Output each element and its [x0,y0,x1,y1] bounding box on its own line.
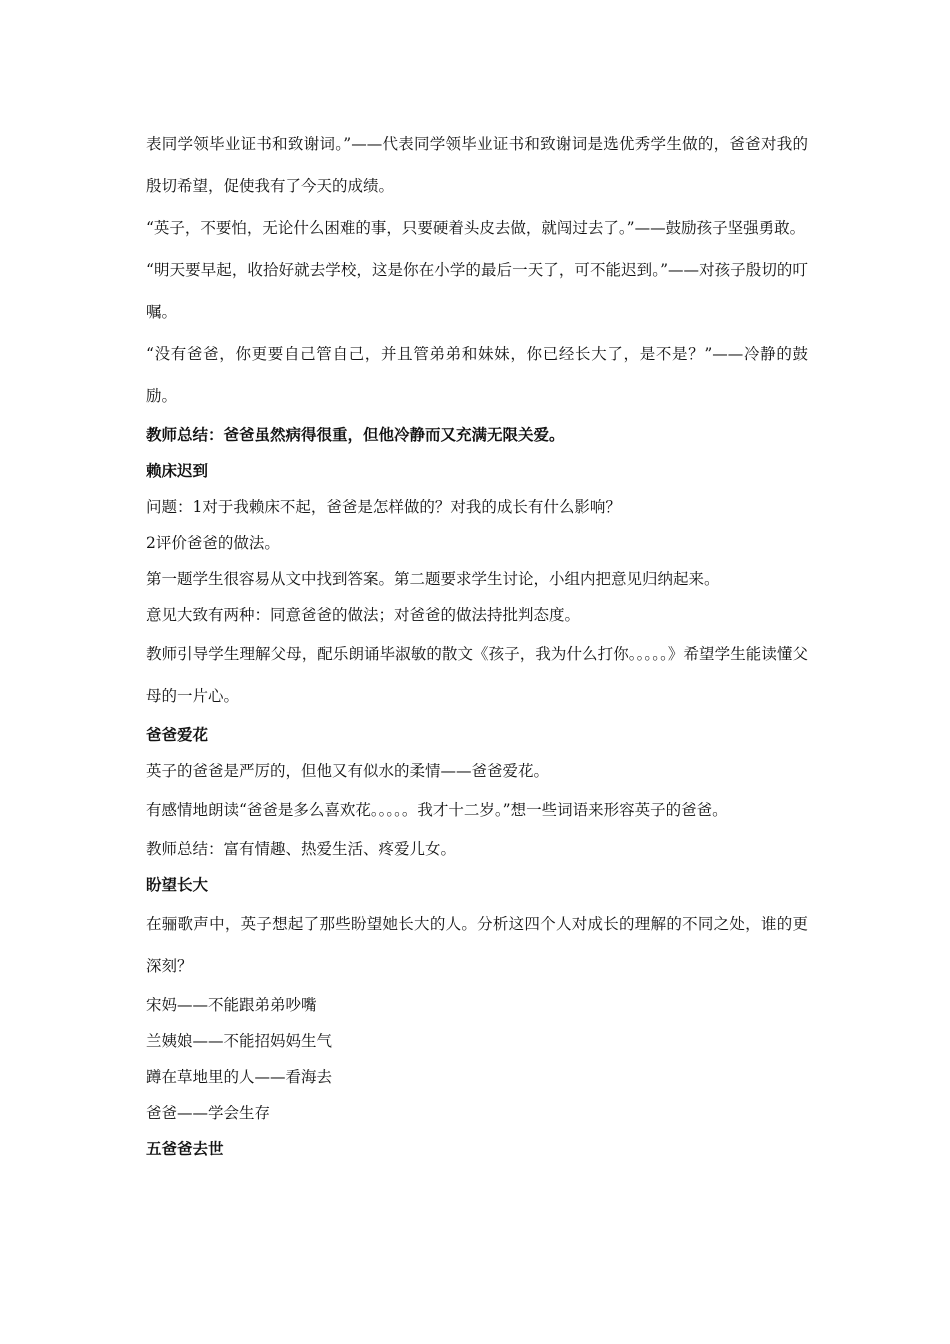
teacher-summary-bold: 教师总结：爸爸虽然病得很重，但他冷静而又充满无限关爱。 [146,426,565,444]
paragraph-graduation-speech: 表同学领毕业证书和致谢词。”——代表同学领毕业证书和致谢词是选优秀学生做的，爸爸对我的殷切希望，促使我有了今天的成绩。 [146,135,808,195]
tenderness-line: 英子的爸爸是严厉的，但他又有似水的柔情——爸爸爱花。 [146,762,550,780]
opinion-line: 意见大致有两种：同意爸爸的做法；对爸爸的做法持批判态度。 [146,606,581,624]
discussion-line: 第一题学生很容易从文中找到答案。第二题要求学生讨论，小组内把意见归纳起来。 [146,570,720,588]
list-item: 蹲在草地里的人——看海去 [146,1068,333,1086]
section-heading-late-bed: 赖床迟到 [146,462,209,480]
list-item: 兰姨娘——不能招妈妈生气 [146,1032,333,1050]
list-item: 爸爸——学会生存 [146,1104,271,1122]
paragraph-calm-encouragement: “没有爸爸，你更要自己管自己，并且管弟弟和妹妹，你已经长大了，是不是？”——冷静的鼓励。 [146,345,808,405]
teacher-summary-line: 教师总结：富有情趣、热爱生活、疼爱儿女。 [146,840,457,858]
section-heading-loves-flowers: 爸爸爱花 [146,726,209,744]
section-heading-father-death: 五爸爸去世 [146,1140,224,1158]
teacher-guide-paragraph: 教师引导学生理解父母，配乐朗诵毕淑敏的散文《孩子，我为什么打你。。。。。》希望学生能读懂父母的一片心。 [146,645,808,705]
question-line: 问题：1对于我赖床不起，爸爸是怎样做的？对我的成长有什么影响？ [146,498,621,516]
paragraph-earnest-instruction: “明天要早起，收拾好就去学校，这是你在小学的最后一天了，可不能迟到。”——对孩子殷切的叮嘱。 [146,261,808,321]
list-item: 宋妈——不能跟弟弟吵嘴 [146,996,317,1014]
paragraph-encourage-brave: “英子，不要怕，无论什么困难的事，只要硬着头皮去做，就闯过去了。”——鼓励孩子坚强勇敢。 [146,219,806,237]
question-two-line: 2评价爸爸的做法。 [146,534,280,552]
reading-aloud-paragraph: 有感情地朗读“爸爸是多么喜欢花。。。。。我才十二岁。”想一些词语来形容英子的爸爸。 [146,801,728,819]
document-body [146,123,808,1167]
section-heading-growing-up: 盼望长大 [146,876,209,894]
analysis-paragraph: 在骊歌声中，英子想起了那些盼望她长大的人。分析这四个人对成长的理解的不同之处，谁的更深刻？ [146,915,808,975]
